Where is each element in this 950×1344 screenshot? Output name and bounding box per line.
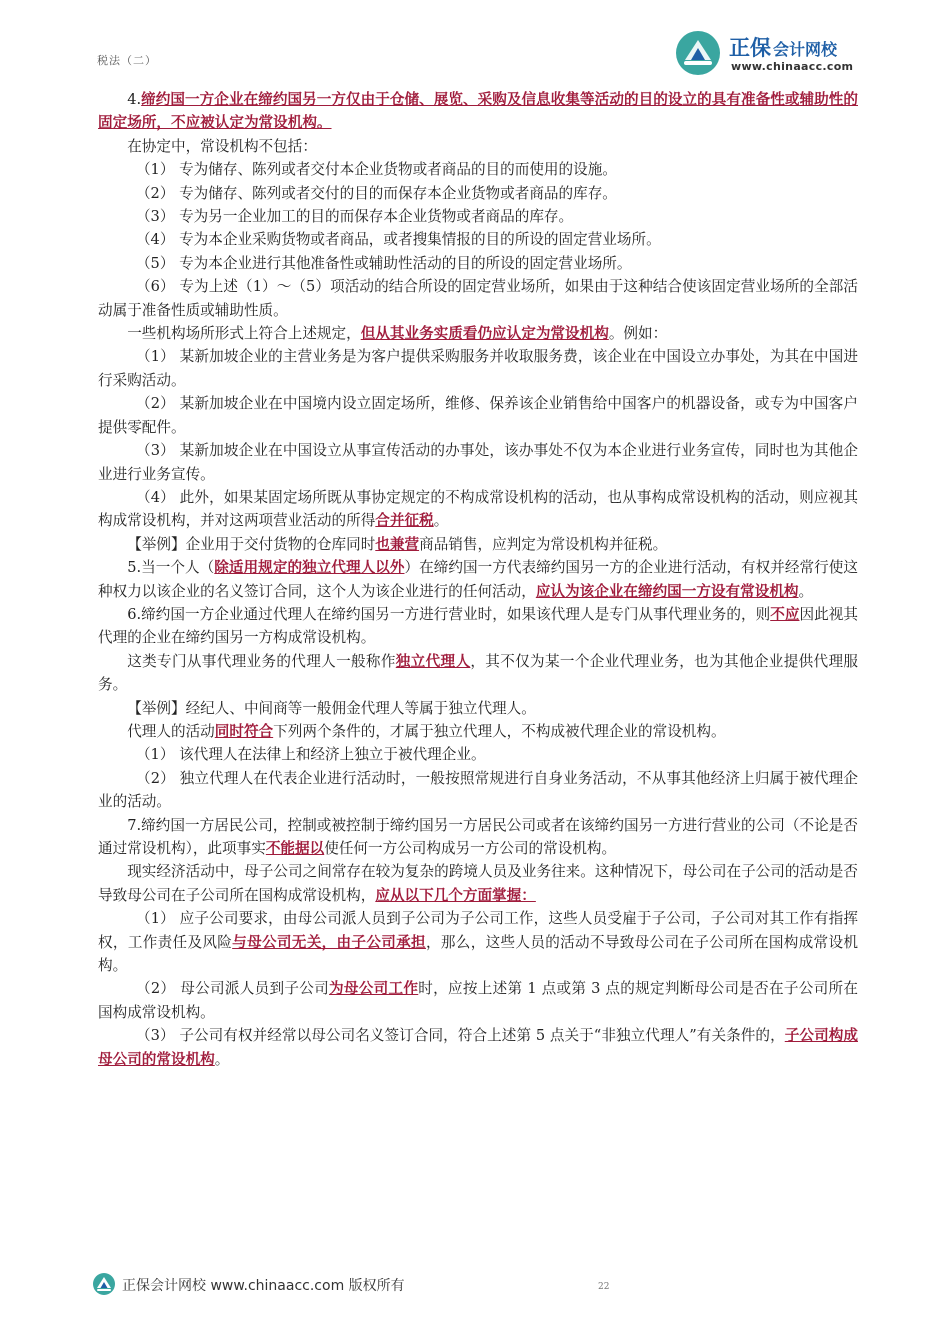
paragraph-text: 时，应按上述第 1 点或第 3 点的规定判断母公司是否在子公司所在国构成常设机构。: [98, 980, 858, 1021]
paragraph-15: [98, 556, 858, 603]
paragraph-14: [98, 533, 858, 556]
footer-logo-icon: [92, 1272, 116, 1296]
document-body: [98, 88, 858, 1071]
paragraph-text: （3） 专为另一企业加工的目的而保存本企业货物或者商品的库存。: [135, 208, 574, 226]
paragraph-23: [98, 860, 858, 907]
paragraph-text: （3） 某新加坡企业在中国设立从事宣传活动的办事处，该办事处不仅为本企业进行业务宣传，同时也为其他企业进行业务宣传。: [98, 442, 858, 483]
highlighted-text: 子公司构成母公司的常设机构: [98, 1027, 858, 1068]
paragraph-text: 因此视其代理的企业在缔约国另一方构成常设机构。: [98, 605, 858, 647]
highlighted-text: 也兼营: [375, 535, 420, 553]
chinaacc-logo-icon: [675, 30, 721, 76]
paragraph-text: （6） 专为上述（1）～（5）项活动的结合所设的固定营业场所，如果由于这种结合使该固定营业场所的全部活动属于准备性质或辅助性质。: [98, 278, 858, 319]
paragraph-7: [98, 252, 858, 275]
paragraph-13: [98, 486, 858, 533]
paragraph-text: （4） 此外，如果某固定场所既从事协定规定的不构成常设机构的活动，也从事构成常设机构的活动，则应视其构成常设机构，并对这两项营业活动的所得: [98, 488, 858, 530]
paragraph-11: [98, 392, 858, 439]
paragraph-text: ，那么，这些人员的活动不导致母公司在子公司所在国构成常设机构。: [98, 933, 858, 975]
paragraph-26: [98, 1024, 858, 1071]
paragraph-text: （2） 专为储存、陈列或者交付的目的而保存本企业货物或者商品的库存。: [135, 184, 617, 202]
paragraph-24: [98, 907, 858, 977]
paragraph-text: 下列两个条件的，才属于独立代理人，不构成被代理企业的常设机构。: [273, 722, 726, 740]
paragraph-text: ）在缔约国一方代表缔约国另一方的企业进行活动，有权并经常行使这种权力以该企业的名义签订合同，这个人为该企业进行的任何活动，: [98, 559, 858, 600]
paragraph-text: 一些机构场所形式上符合上述规定，: [127, 325, 361, 343]
highlighted-text: 不应: [770, 605, 800, 623]
paragraph-5: [98, 205, 858, 228]
paragraph-text: （1） 应子公司要求，由母公司派人员到子公司为子公司工作，这些人员受雇于子公司，子公司对其工作有指挥权，工作责任及风险: [98, 910, 858, 951]
paragraph-text: 这类专门从事代理业务的代理人一般称作: [127, 652, 396, 670]
paragraph-21: [98, 767, 858, 814]
highlighted-text: 除适用规定的独立代理人以外: [214, 559, 405, 577]
paragraph-text: 现实经济活动中，母子公司之间常存在较为复杂的跨境人员及业务往来。这种情况下，母公司在子公司的活动是否导致母公司在子公司所在国构成常设机构，: [98, 863, 858, 904]
paragraph-text: （1） 某新加坡企业的主营业务是为客户提供采购服务并收取服务费，该企业在中国设立办事处，为其在中国进行采购活动。: [98, 348, 858, 389]
paragraph-16: [98, 603, 858, 650]
highlighted-text: 缔约国一方企业在缔约国另一方仅由于仓储、展览、采购及信息收集等活动的目的设立的具有准备性或辅助性的固定场所，不应被认定为常设机构。: [98, 91, 858, 132]
paragraph-text: （1） 专为储存、陈列或者交付本企业货物或者商品的目的而使用的设施。: [135, 161, 617, 179]
paragraph-9: [98, 322, 858, 345]
highlighted-text: 独立代理人: [395, 652, 471, 670]
paragraph-22: [98, 814, 858, 861]
header-section-title: 税法（二）: [97, 54, 157, 67]
paragraph-text: （1） 该代理人在法律上和经济上独立于被代理企业。: [135, 746, 486, 764]
paragraph-20: [98, 743, 858, 766]
paragraph-6: [98, 228, 858, 251]
paragraph-text: 【举例】经纪人、中间商等一般佣金代理人等属于独立代理人。: [127, 699, 536, 717]
logo-name-big: 正保: [729, 36, 771, 60]
paragraph-18: [98, 697, 858, 720]
highlighted-text: 同时符合: [214, 722, 274, 740]
highlighted-text: 与母公司无关，由子公司承担: [232, 933, 426, 951]
highlighted-text: 合并征税: [375, 512, 434, 530]
brand-logo[interactable]: [675, 28, 885, 80]
paragraph-text: （4） 专为本企业采购货物或者商品，或者搜集情报的目的所设的固定营业场所。: [135, 231, 661, 249]
paragraph-text: 5.当一个人（: [127, 559, 215, 577]
paragraph-text: 在协定中，常设机构不包括：: [127, 137, 317, 155]
paragraph-text: 4.: [127, 91, 142, 108]
logo-name-small: 会计网校: [773, 40, 838, 59]
paragraph-10: [98, 345, 858, 392]
paragraph-text: 【举例】企业用于交付货物的仓库同时: [127, 535, 376, 553]
paragraph-text: （5） 专为本企业进行其他准备性或辅助性活动的目的所设的固定营业场所。: [135, 254, 632, 272]
logo-url: www.chinaacc.com: [731, 60, 854, 73]
paragraph-text: 7.缔约国一方居民公司，控制或被控制于缔约国另一方居民公司或者在该缔约国另一方进行营业的公司（不论是否通过常设机构），此项事实: [98, 816, 858, 857]
paragraph-text: （2） 母公司派人员到子公司: [135, 980, 329, 998]
paragraph-text: （3） 子公司有权并经常以母公司名义签订合同，符合上述第 5 点关于“非独立代理人”有关条件的，: [135, 1027, 785, 1045]
paragraph-text: 。: [798, 582, 814, 600]
paragraph-12: [98, 439, 858, 486]
paragraph-text: 6.缔约国一方企业通过代理人在缔约国另一方进行营业时，如果该代理人是专门从事代理业务的，则: [127, 605, 771, 623]
paragraph-text: 使任何一方公司构成另一方公司的常设机构。: [324, 840, 617, 857]
paragraph-2: [98, 135, 858, 158]
paragraph-17: [98, 650, 858, 697]
logo-name: [729, 32, 837, 62]
paragraph-3: [98, 158, 858, 181]
paragraph-4: [98, 182, 858, 205]
paragraph-text: 。: [433, 512, 449, 530]
paragraph-1: [98, 88, 858, 135]
paragraph-25: [98, 977, 858, 1024]
footer-copyright: 正保会计网校 www.chinaacc.com 版权所有: [122, 1278, 405, 1294]
paragraph-text: 代理人的活动: [127, 722, 215, 740]
highlighted-text: 为母公司工作: [329, 980, 419, 998]
highlighted-text: 不能据以: [265, 840, 325, 857]
paragraph-text: 商品销售，应判定为常设机构并征税。: [419, 535, 668, 553]
highlighted-text: 应认为该企业在缔约国一方设有常设机构: [535, 582, 799, 600]
paragraph-text: （2） 某新加坡企业在中国境内设立固定场所，维修、保养该企业销售给中国客户的机器设备，或专为中国客户提供零配件。: [98, 395, 858, 436]
highlighted-text: 但从其业务实质看仍应认定为常设机构: [360, 325, 609, 343]
paragraph-text: ，其不仅为某一个企业代理业务，也为其他企业提供代理服务。: [98, 652, 858, 694]
footer: [92, 1272, 492, 1298]
page-number: 22: [598, 1282, 610, 1292]
paragraph-19: [98, 720, 858, 743]
paragraph-text: 。: [214, 1050, 230, 1068]
paragraph-text: 。例如：: [608, 325, 668, 343]
highlighted-text: 应从以下几个方面掌握：: [375, 886, 536, 904]
paragraph-8: [98, 275, 858, 322]
paragraph-text: （2） 独立代理人在代表企业进行活动时，一般按照常规进行自身业务活动，不从事其他经济上归属于被代理企业的活动。: [98, 769, 858, 811]
